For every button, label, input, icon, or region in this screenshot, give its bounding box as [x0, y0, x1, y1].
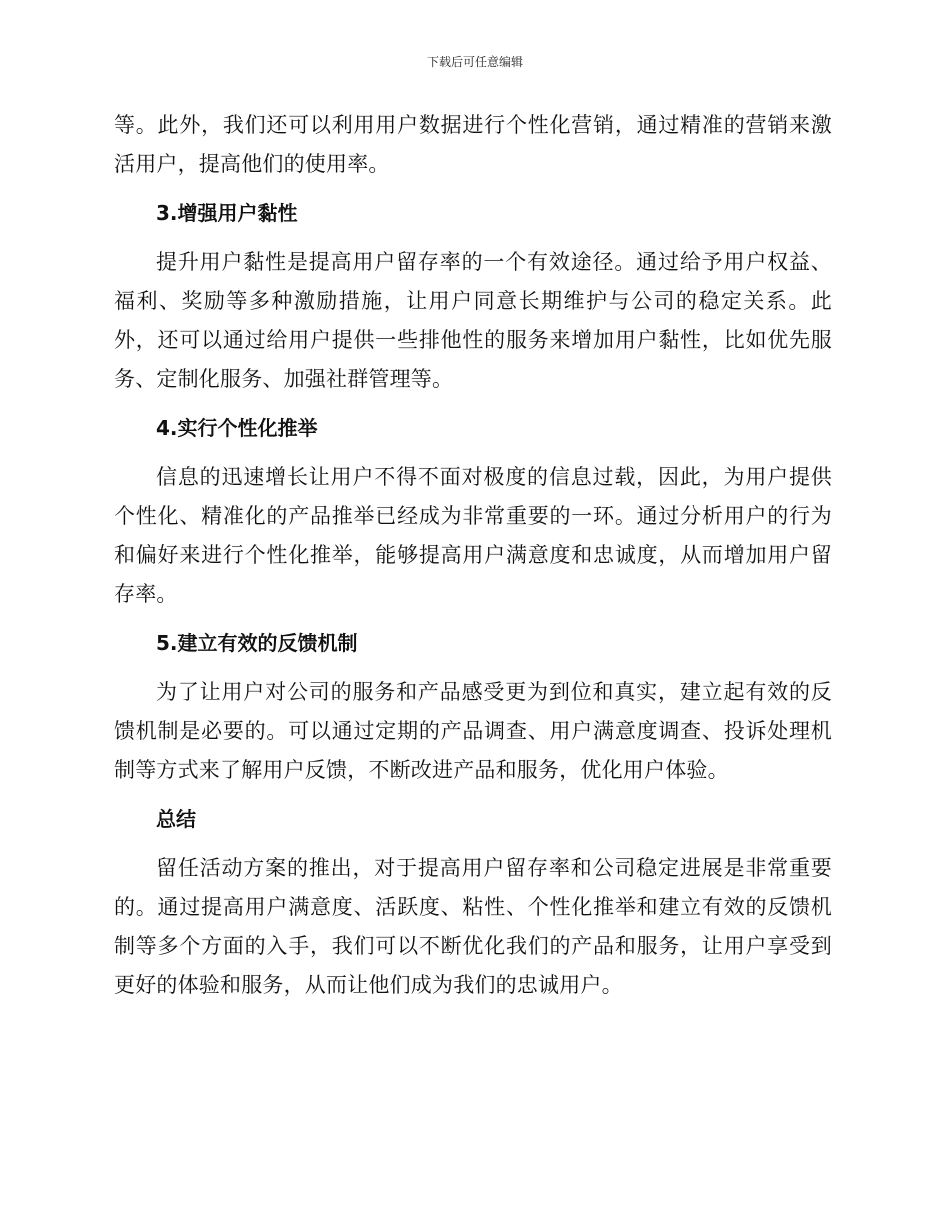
- section-heading-3: 3.增强用户黏性: [156, 201, 298, 225]
- paragraph-feedback-mechanism: 为了让用户对公司的服务和产品感受更为到位和真实，建立起有效的反馈机制是必要的。可以通过定期的产品调查、用户满意度调查、投诉处理机制等方式来了解用户反馈，不断改进产品和服务，优化用户体验。: [114, 680, 832, 782]
- paragraph-continued: 等。此外，我们还可以利用用户数据进行个性化营销，通过精准的营销来激活用户，提高他们的使用率。: [114, 113, 832, 176]
- section-heading-summary: 总结: [156, 807, 196, 831]
- page-header: 下载后可任意编辑: [426, 55, 523, 69]
- document-body: [114, 106, 832, 1005]
- paragraph-personalized-recommendation: 信息的迅速增长让用户不得不面对极度的信息过载，因此，为用户提供个性化、精准化的产品推举已经成为非常重要的一环。通过分析用户的行为和偏好来进行个性化推举，能够提高用户满意度和忠诚度，从而增加用户留存率。: [114, 465, 832, 606]
- paragraph-summary: 留任活动方案的推出，对于提高用户留存率和公司稳定进展是非常重要的。通过提高用户满意度、活跃度、粘性、个性化推举和建立有效的反馈机制等多个方面的入手，我们可以不断优化我们的产品和服务，让用户享受到更好的体验和服务，从而让他们成为我们的忠诚用户。: [114, 856, 832, 997]
- section-heading-5: 5.建立有效的反馈机制: [156, 631, 358, 655]
- section-heading-4: 4.实行个性化推举: [156, 416, 318, 440]
- paragraph-user-stickiness: 提升用户黏性是提高用户留存率的一个有效途径。通过给予用户权益、福利、奖励等多种激励措施，让用户同意长期维护与公司的稳定关系。此外，还可以通过给用户提供一些排他性的服务来增加用户黏性，比如优先服务、定制化服务、加强社群管理等。: [114, 250, 832, 391]
